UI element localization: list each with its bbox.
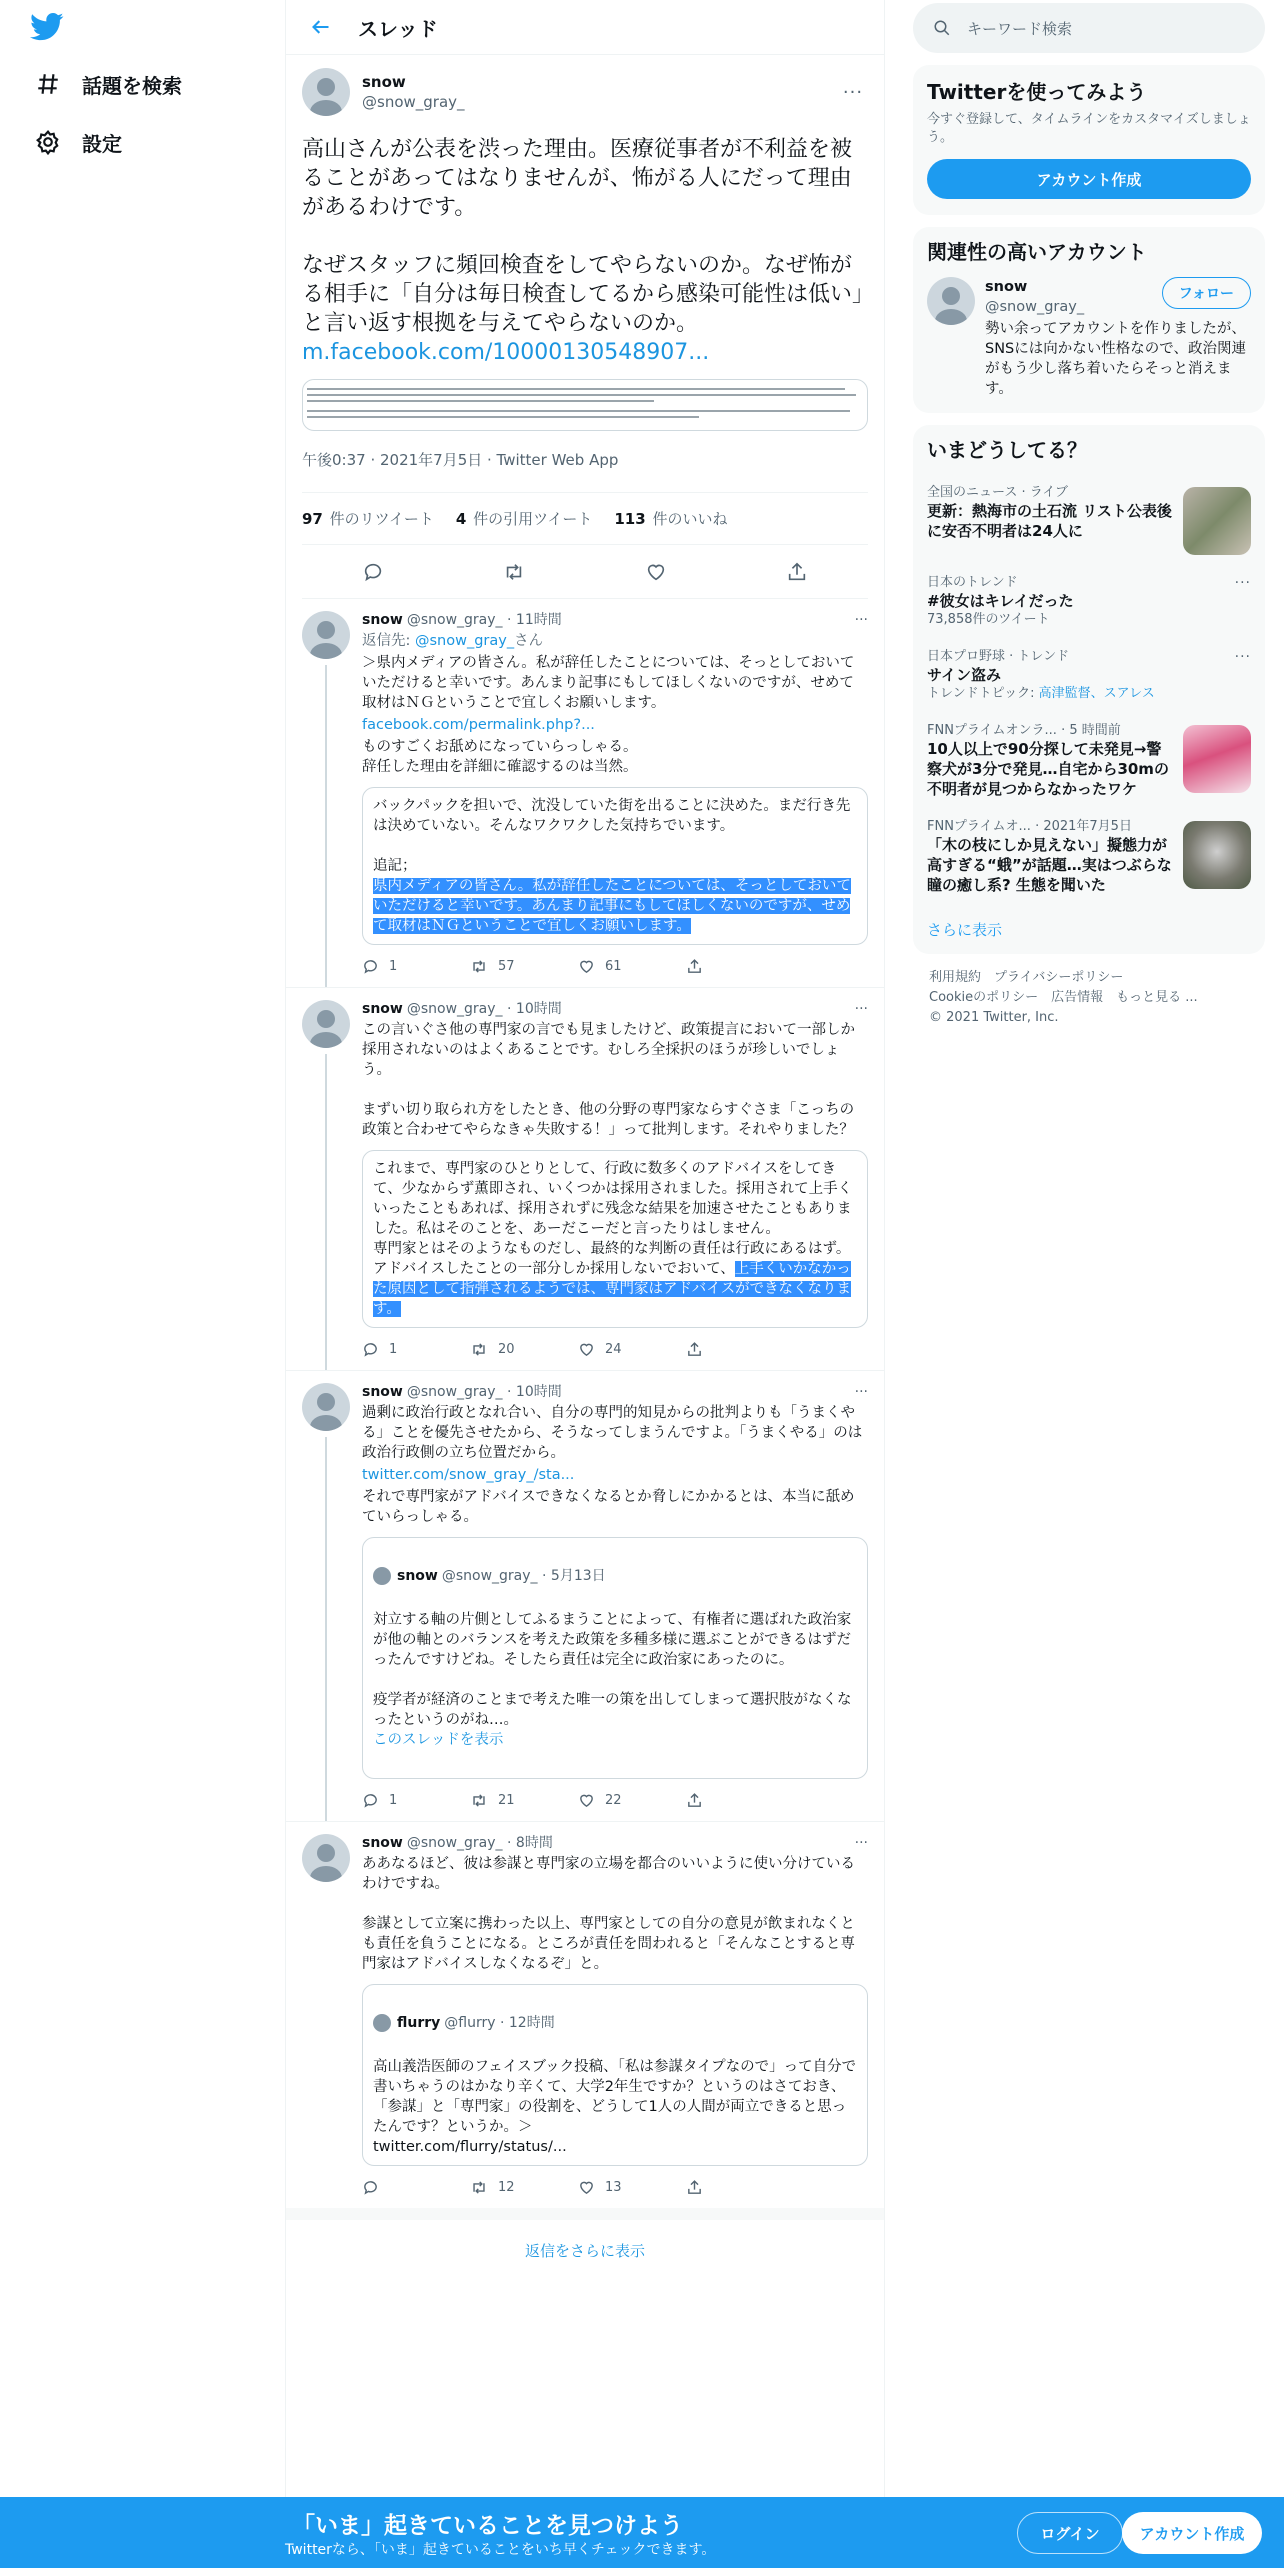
share-icon [686, 1341, 703, 1358]
trend-item[interactable] [913, 565, 1265, 639]
trends-card [913, 425, 1265, 954]
nav-settings-label: 設定 [82, 131, 122, 156]
tweet-stats [302, 493, 868, 545]
reply-time[interactable]: · 10時間 [507, 1384, 562, 1400]
like-icon [578, 1792, 595, 1809]
author-handle[interactable]: @snow_gray_ [406, 1384, 503, 1400]
like-button[interactable]: 61 [578, 958, 686, 975]
reply-button[interactable]: 1 [362, 1341, 470, 1358]
tweet-actions [302, 545, 868, 599]
nav-explore-label: 話題を検索 [82, 73, 182, 98]
signup-button[interactable]: アカウント作成 [1122, 2512, 1262, 2554]
thread-header [286, 0, 884, 55]
share-button[interactable] [686, 2179, 794, 2196]
reply-time[interactable]: · 8時間 [507, 1835, 553, 1851]
quote-highlight: 上手くいかなかった原因として指弾されるようでは、専門家はアドバイスができなくなります。 [373, 1261, 852, 1317]
quote-header [373, 1566, 857, 1586]
reply-tweet [286, 599, 884, 988]
retweet-icon [470, 958, 488, 975]
quote-author: flurry [397, 2015, 441, 2031]
like-button[interactable]: 13 [578, 2179, 686, 2196]
retweet-icon[interactable] [501, 559, 527, 585]
trend-category: 全国のニュース · ライブ [927, 485, 1068, 500]
reply-icon [362, 1792, 379, 1809]
like-button[interactable]: 24 [578, 1341, 686, 1358]
signup-desc: 今すぐ登録して、タイムラインをカスタマイズしましょう。 [927, 112, 1251, 145]
search-input[interactable] [913, 3, 1265, 53]
author-handle[interactable]: @snow_gray_ [406, 1001, 503, 1017]
reply-text-2: ものすごくお舐めになっていらっしゃる。 辞任した理由を詳細に確認するのは当然。 [362, 739, 638, 775]
quote-handle: @snow_gray_ [441, 1568, 538, 1584]
search-placeholder: キーワード検索 [967, 19, 1073, 38]
trends-title: いまどうしてる？ [927, 438, 1087, 462]
reply-icon [362, 1341, 379, 1358]
reply-to-link[interactable]: @snow_gray_ [415, 633, 515, 649]
trend-category: 日本プロ野球 · トレンド [927, 649, 1070, 664]
account-item[interactable] [913, 277, 1265, 413]
trend-topic-links[interactable]: 高津監督、スアレス [1038, 686, 1155, 701]
author-name[interactable]: snow [362, 1835, 403, 1851]
trend-category: FNNプライムオンラ... · 5 時間前 [927, 723, 1121, 738]
create-account-button[interactable]: アカウント作成 [927, 159, 1251, 199]
quote-time: · 12時間 [499, 2015, 555, 2031]
avatar[interactable] [302, 68, 350, 116]
retweet-button[interactable]: 12 [470, 2179, 578, 2196]
avatar[interactable] [302, 1834, 350, 1882]
trend-thumbnail [1183, 821, 1251, 889]
trend-item[interactable] [913, 713, 1265, 809]
reply-actions [362, 1789, 868, 1811]
related-accounts-card [913, 227, 1265, 413]
quote-count[interactable]: 4 件の引用ツイート [455, 510, 593, 528]
avatar[interactable] [302, 1383, 350, 1431]
signup-card [913, 65, 1265, 215]
trend-category: 日本のトレンド [927, 575, 1018, 590]
twitter-logo-icon[interactable] [30, 12, 64, 42]
reply-link[interactable]: facebook.com/permalink.php?... [362, 717, 595, 733]
tweet-timestamp[interactable]: 午後0:37 · 2021年7月5日 · Twitter Web App [302, 445, 868, 493]
reply-button[interactable] [362, 2179, 470, 2196]
reply-button[interactable]: 1 [362, 958, 470, 975]
trend-title: 更新：熱海市の土石流 リスト公表後に安否不明者は24人に [927, 502, 1172, 540]
copyright: © 2021 Twitter, Inc. [929, 1010, 1059, 1025]
reply-link[interactable]: twitter.com/snow_gray_/sta... [362, 1467, 575, 1483]
share-icon[interactable] [784, 559, 810, 585]
author-name[interactable]: snow [362, 1384, 403, 1400]
login-button[interactable]: ログイン [1017, 2512, 1123, 2554]
footer-links-1[interactable]: 利用規約 プライバシーポリシー [929, 970, 1124, 985]
like-count[interactable]: 113 件のいいね [614, 510, 728, 528]
show-more-replies-button[interactable]: 返信をさらに表示 [286, 2208, 884, 2280]
quote-author: snow [397, 1568, 438, 1584]
share-button[interactable] [686, 1341, 794, 1358]
account-bio: 勢い余ってアカウントを作りましたが、SNSには向かない性格なので、政治関連がもう少し落ち着いたらそっと消えます。 [985, 321, 1246, 397]
like-icon [578, 2179, 595, 2196]
quote-time: · 5月13日 [542, 1568, 606, 1584]
reply-header [362, 1383, 868, 1401]
account-handle: @snow_gray_ [985, 299, 1085, 315]
quote-highlight: 県内メディアの皆さん。私が辞任したことについては、そっとしておいていただけると幸いです。あんまり記事にもしてほしくないのですが、せめて取材はＮＧということで宜しくお願いします。 [373, 878, 851, 934]
account-name[interactable]: snow [985, 279, 1028, 295]
avatar[interactable] [302, 611, 350, 659]
trend-title: サイン盗み [927, 666, 1001, 684]
reply-text: ああなるほど、彼は参謀と専門家の立場を都合のいいように使い分けているわけですね。 参謀として立案に携わった以上、専門家としての自分の意見が飲まれなくとも責任を負うことになる。ところが責任を問われると「そんなことすると専門家はアドバイスしなくなるぞ」と。 [362, 1856, 855, 1972]
trend-item[interactable] [913, 475, 1265, 565]
reply-time[interactable]: · 11時間 [507, 612, 562, 628]
banner-title: 「いま」起きていることを見つけよう [292, 2513, 683, 2539]
related-title: 関連性の高いアカウント [927, 240, 1147, 264]
reply-tweet [286, 1371, 884, 1822]
reply-actions [362, 1338, 868, 1360]
banner-subtitle: Twitterなら、「いま」起きていることをいち早くチェックできます。 [285, 2542, 716, 2558]
reply-icon [362, 2179, 379, 2196]
nav-explore[interactable] [32, 64, 182, 104]
retweet-icon [470, 1341, 488, 1358]
quoted-text-card[interactable] [362, 1150, 868, 1328]
reply-text: この言いぐさ他の専門家の言でも見ましたけど、政策提言において一部しか採用されないのはよくあることです。むしろ全採択のほうが珍しいでしょう。 まずい切り取られ方をしたとき、他の分野の専門家ならすぐさま「こっちの政策と合わせてやらなきゃ失敗する！」って批判します。それやりました？ [362, 1022, 855, 1138]
trend-item[interactable] [913, 809, 1265, 905]
right-sidebar [913, 0, 1265, 1042]
reply-time[interactable]: · 10時間 [507, 1001, 562, 1017]
nav-settings[interactable] [32, 122, 122, 162]
reply-actions [362, 955, 868, 977]
tweet-link[interactable]: m.facebook.com/10000130548907... [302, 340, 710, 365]
trend-thumbnail [1183, 487, 1251, 555]
more-options-icon[interactable]: ··· [854, 612, 868, 628]
avatar[interactable] [302, 1000, 350, 1048]
more-options-icon[interactable]: ··· [1234, 575, 1251, 591]
more-options-icon[interactable]: ··· [854, 1001, 868, 1017]
hashtag-icon [32, 68, 64, 100]
more-options-icon[interactable]: ··· [842, 81, 864, 103]
gear-icon [32, 126, 64, 158]
quote-avatar [373, 1567, 391, 1585]
trend-thumbnail [1183, 725, 1251, 793]
quote-text: これまで、専門家のひとりとして、行政に数多くのアドバイスをしてきて、少なからず薫即され、いくつかは採用されました。採用されて上手くいったこともあれば、採用されずに残念な結果を加速させたこともありました。私はそのことを、あーだこーだと言ったりはしません。 専門家とはそのようなものだし、最終的な判断の責任は行政にあるはず。アドバイスしたことの一部分しか採用しないでおいて、 [373, 1161, 853, 1277]
trend-title: #彼女はキレイだった [927, 592, 1074, 610]
like-icon [578, 1341, 595, 1358]
reply-to: 返信先: @snow_gray_さん [362, 633, 544, 649]
more-options-icon[interactable]: ··· [854, 1384, 868, 1400]
reply-tweet [286, 1822, 884, 2208]
like-icon[interactable] [643, 559, 669, 585]
reply-header [362, 1000, 868, 1018]
trend-title: 10人以上で90分探して未発見→警察犬が3分で発見…自宅から30mの不明者が見つからなかったワケ [927, 740, 1169, 798]
left-nav [0, 0, 285, 2568]
main-column [285, 0, 885, 2568]
show-more-link[interactable]: さらに表示 [927, 921, 1003, 939]
reply-icon[interactable] [360, 559, 386, 585]
reply-tweet [286, 988, 884, 1371]
quote-avatar [373, 2014, 391, 2032]
footer [913, 954, 1265, 1042]
reply-header [362, 1834, 868, 1852]
reply-icon [362, 958, 379, 975]
retweet-button[interactable]: 20 [470, 1341, 578, 1358]
tweet-text [302, 135, 868, 367]
trend-topics: トレンドトピック: 高津監督、スアレス [927, 686, 1155, 701]
trend-category: FNNプライムオ... · 2021年7月5日 [927, 819, 1132, 834]
tweet-body: 高山さんが公表を渋った理由。医療従事者が不利益を被ることがあってはなりませんが、怖がる人にだって理由があるわけです。 なぜスタッフに頻回検査をしてやらないのか。なぜ怖がる相手に「自分は毎日検査してるから感染可能性は低い」と言い返す根拠を与えてやらないのか。 [302, 137, 864, 336]
more-options-icon[interactable]: ··· [854, 1835, 868, 1851]
search-icon [933, 19, 951, 37]
quote-header [373, 2013, 857, 2033]
like-button[interactable]: 22 [578, 1792, 686, 1809]
trend-title: 「木の枝にしか見えない」擬態力が高すぎる“蛾”が話題…実はつぶらな瞳の癒し系? 生態を聞いた [927, 836, 1172, 894]
retweet-icon [470, 2179, 488, 2196]
avatar[interactable] [927, 277, 975, 325]
quoted-tweet[interactable] [362, 1537, 868, 1779]
footer-links-2[interactable]: Cookieのポリシー 広告情報 もっと見る ... [929, 990, 1198, 1005]
thread-line [325, 1054, 327, 1370]
follow-button[interactable]: フォロー [1162, 277, 1251, 309]
share-icon [686, 958, 703, 975]
quote-text: 高山義浩医師のフェイスブック投稿、「私は参謀タイプなので」って自分で書いちゃうのはかなり辛くて、大学2年生ですか？というのはさておき、「参謀」と「専門家」の役割を、どうして1人の人間が両立できると思ったんです？というか。＞ twitter.com/flurry/status/... [373, 2059, 857, 2155]
main-tweet [286, 55, 884, 599]
back-arrow-icon[interactable] [304, 10, 338, 44]
share-button[interactable] [686, 1792, 794, 1809]
show-thread-link[interactable]: このスレッドを表示 [373, 1732, 504, 1748]
reply-actions [362, 2176, 868, 2198]
more-options-icon[interactable]: ··· [1234, 649, 1251, 665]
reply-button[interactable]: 1 [362, 1792, 470, 1809]
retweet-button[interactable]: 21 [470, 1792, 578, 1809]
quote-handle: @flurry [444, 2015, 496, 2031]
tweet-image[interactable] [302, 379, 868, 431]
quoted-text-card[interactable] [362, 787, 868, 945]
like-icon [578, 958, 595, 975]
thread-line [325, 665, 327, 987]
author-name[interactable]: snow [362, 612, 403, 628]
author-name[interactable]: snow [362, 73, 406, 91]
signup-banner [0, 2497, 1284, 2568]
trend-count: 73,858件のツイート [927, 612, 1050, 627]
author-handle[interactable]: @snow_gray_ [406, 612, 503, 628]
reply-text: 過剰に政治行政となれ合い、自分の専門的知見からの批判よりも「うまくやる」ことを優先させたから、そうなってしまうんですよ。「うまくやる」のは政治行政側の立ち位置だから。 [362, 1405, 863, 1461]
quote-text: バックパックを担いで、沈没していた街を出ることに決めた。まだ行き先は決めていない。そんなワクワクした気持ちでいます。 追記； [373, 798, 851, 874]
retweet-icon [470, 1792, 488, 1809]
signup-title: Twitterを使ってみよう [927, 80, 1147, 104]
reply-text: ＞県内メディアの皆さん。私が辞任したことについては、そっとしておいていただけると幸いです。あんまり記事にもしてほしくないのですが、せめて取材はＮＧということで宜しくお願いします。 [362, 655, 855, 711]
share-icon [686, 1792, 703, 1809]
share-icon [686, 2179, 703, 2196]
author-name[interactable]: snow [362, 1001, 403, 1017]
quoted-tweet[interactable] [362, 1984, 868, 2166]
thread-line [325, 1437, 327, 1821]
page-title: スレッド [358, 16, 438, 41]
retweet-count[interactable]: 97 件のリツイート [302, 510, 434, 528]
reply-text-2: それで専門家がアドバイスできなくなるとか脅しにかかるとは、本当に舐めていらっしゃる。 [362, 1489, 855, 1525]
reply-header [362, 611, 868, 629]
share-button[interactable] [686, 958, 794, 975]
author-handle[interactable]: @snow_gray_ [362, 93, 465, 111]
trend-item[interactable] [913, 639, 1265, 713]
author-handle[interactable]: @snow_gray_ [406, 1835, 503, 1851]
retweet-button[interactable]: 57 [470, 958, 578, 975]
quote-text: 対立する軸の片側としてふるまうことによって、有権者に選ばれた政治家が他の軸とのバランスを考えた政策を多種多様に選ぶことができるはずだったんですけどね。そしたら責任は完全に政治家にあったのに。 疫学者が経済のことまで考えた唯一の策を出してしまって選択肢がなくなったというのがね…。 [373, 1612, 852, 1728]
